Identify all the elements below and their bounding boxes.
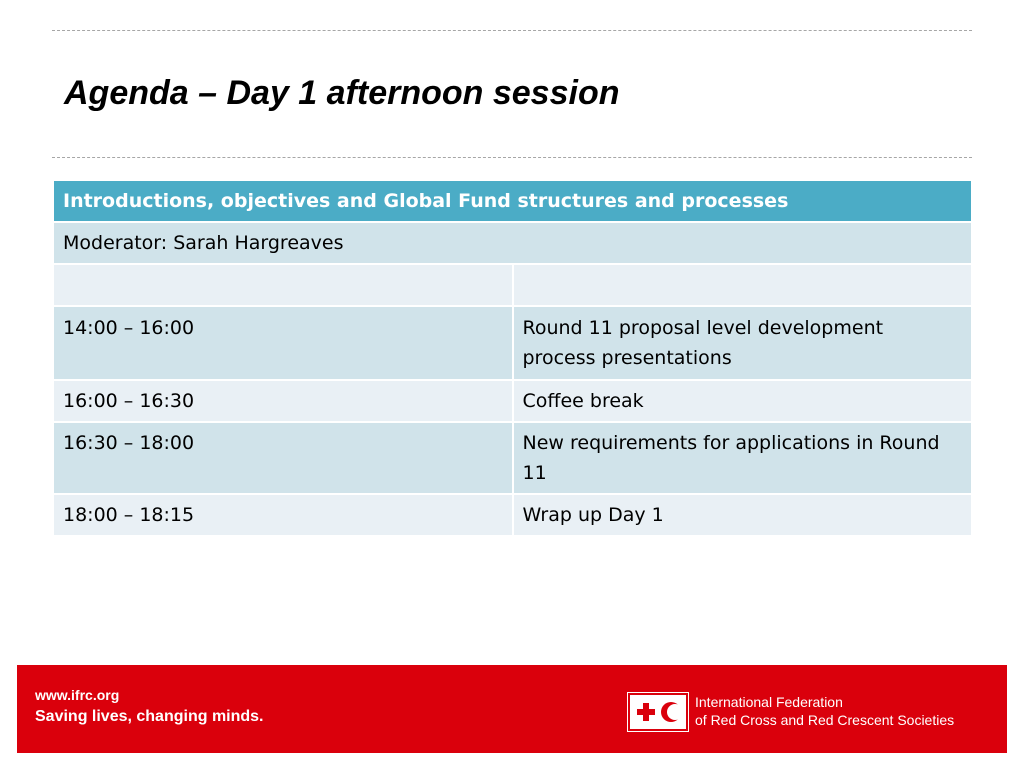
moderator-cell: Moderator: Sarah Hargreaves	[53, 222, 972, 264]
activity-cell	[513, 264, 973, 306]
table-header-cell: Introductions, objectives and Global Fund structures and processes	[53, 180, 972, 222]
footer-url: www.ifrc.org	[35, 687, 120, 703]
slide-title: Agenda – Day 1 afternoon session	[64, 74, 620, 112]
top-divider	[52, 30, 972, 31]
footer-tagline: Saving lives, changing minds.	[35, 708, 264, 725]
title-divider	[52, 157, 972, 158]
time-cell: 16:00 – 16:30	[53, 380, 513, 422]
time-cell: 14:00 – 16:00	[53, 306, 513, 380]
org-name-line2: of Red Cross and Red Crescent Societies	[695, 712, 955, 728]
footer-bar	[17, 665, 1007, 753]
activity-cell: New requirements for applications in Round 11	[513, 422, 973, 494]
activity-cell: Wrap up Day 1	[513, 494, 973, 536]
red-cross-crescent-icon	[628, 693, 688, 731]
time-cell: 16:30 – 18:00	[53, 422, 513, 494]
table-row	[53, 264, 972, 306]
time-cell	[53, 264, 513, 306]
table-row	[53, 380, 972, 422]
agenda-table	[52, 179, 973, 537]
table-header-row	[53, 180, 972, 222]
org-name-line1: International Federation	[695, 694, 843, 710]
activity-cell: Coffee break	[513, 380, 973, 422]
org-name	[695, 693, 954, 729]
time-cell: 18:00 – 18:15	[53, 494, 513, 536]
table-row	[53, 422, 972, 494]
table-row	[53, 494, 972, 536]
moderator-row	[53, 222, 972, 264]
activity-cell: Round 11 proposal level development process presentations	[513, 306, 973, 380]
table-row	[53, 306, 972, 380]
